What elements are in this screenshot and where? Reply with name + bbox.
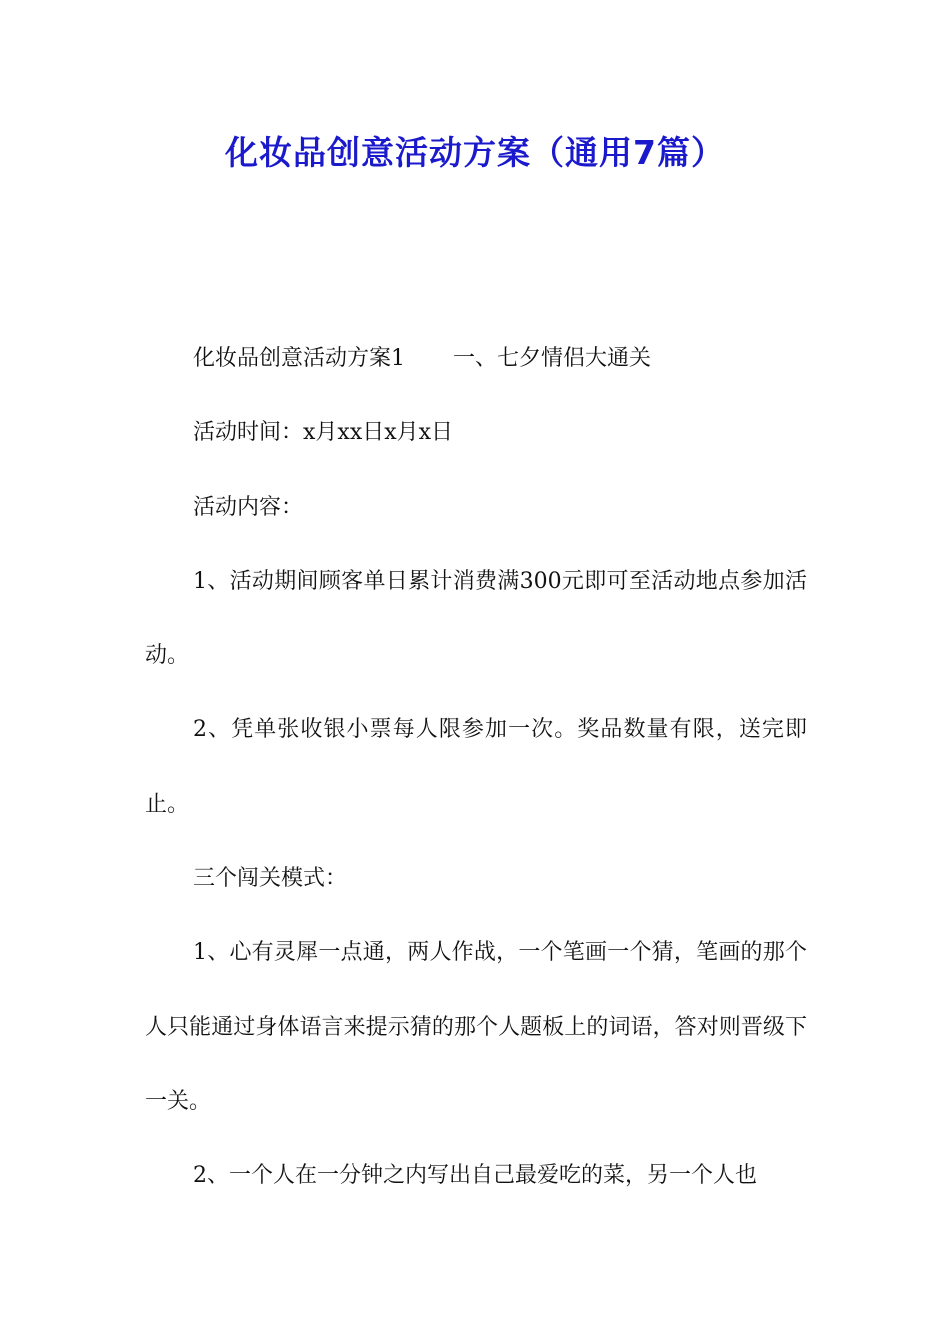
paragraph-rule-1: 1、活动期间顾客单日累计消费满300元即可至活动地点参加活动。 <box>145 568 807 669</box>
subsection-title: 一、七夕情侣大通关 <box>453 346 652 371</box>
paragraph-activity-content: 活动内容： <box>193 494 304 520</box>
section-title: 化妆品创意活动方案1 <box>193 346 405 371</box>
paragraph-rule-2: 2、凭单张收银小票每人限参加一次。奖品数量有限，送完即止。 <box>145 717 807 817</box>
paragraph-mode-2: 2、一个人在一分钟之内写出自己最爱吃的菜，另一个人也 <box>193 1163 757 1189</box>
paragraph-activity-time: 活动时间：x月xx日x月x日 <box>193 420 454 446</box>
document-body <box>145 322 807 1214</box>
section-heading <box>145 322 807 396</box>
document-title: 化妆品创意活动方案（通用7篇） <box>225 133 725 172</box>
paragraph-modes-heading: 三个闯关模式： <box>193 866 348 892</box>
paragraph-mode-1: 1、心有灵犀一点通，两人作战，一个笔画一个猜，笔画的那个人只能通过身体语言来提示猜的那个人题板上的词语，答对则晋级下一关。 <box>145 940 807 1114</box>
